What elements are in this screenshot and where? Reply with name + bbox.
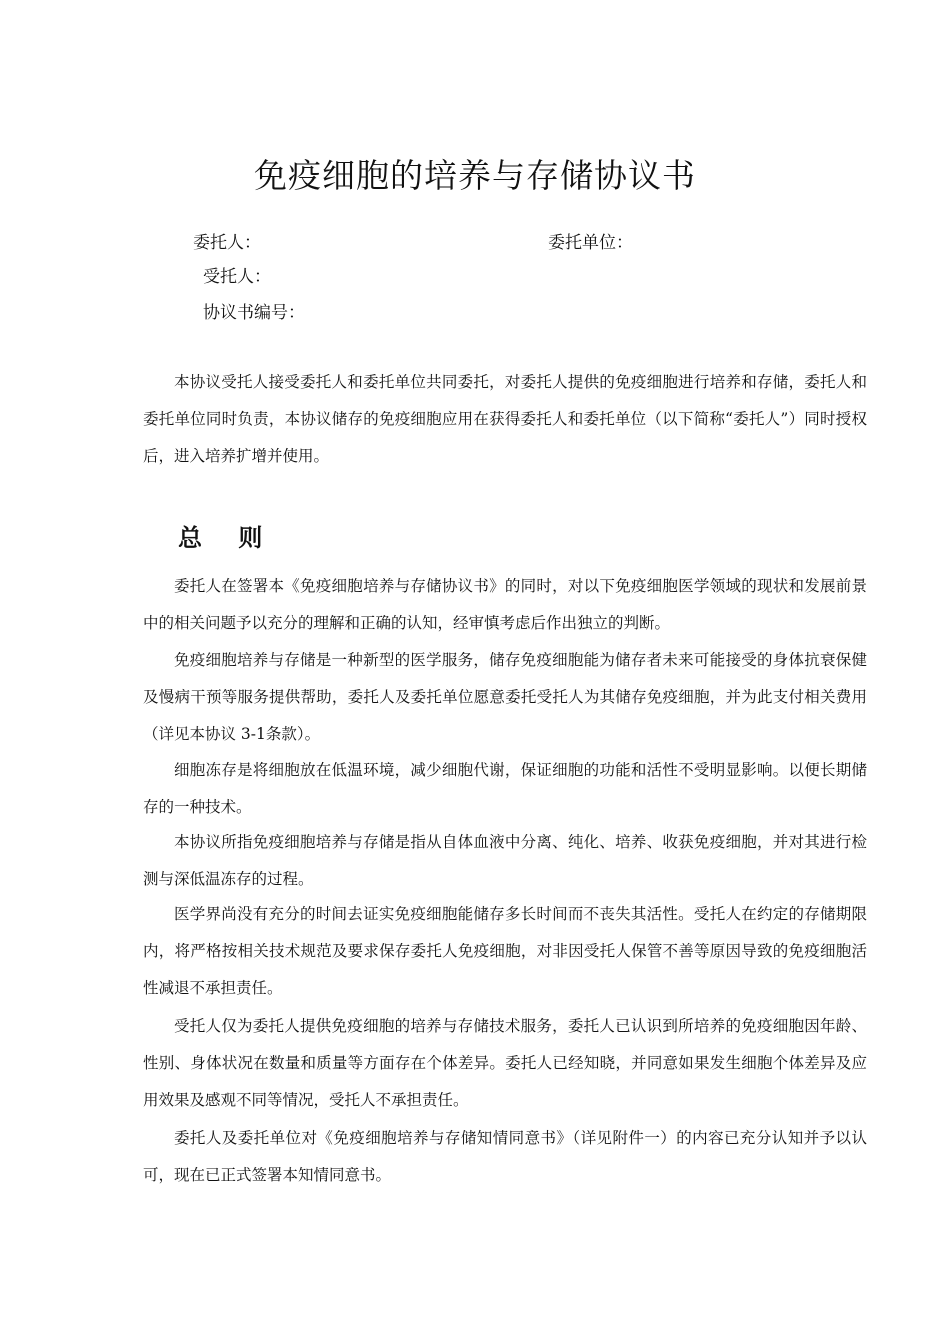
document-title: 免疫细胞的培养与存储协议书 (254, 156, 696, 196)
general-paragraph-5: 医学界尚没有充分的时间去证实免疫细胞能储存多长时间而不丧失其活性。受托人在约定的存储期限内，将严格按相关技术规范及要求保存委托人免疫细胞，对非因受托人保管不善等原因导致的免疫细胞活性减退不承担责任。 (143, 905, 867, 997)
general-paragraph-1: 委托人在签署本《免疫细胞培养与存储协议书》的同时，对以下免疫细胞医学领域的现状和发展前景中的相关问题予以充分的理解和正确的认知，经审慎考虑后作出独立的判断。 (143, 577, 867, 632)
general-paragraph-7: 委托人及委托单位对《免疫细胞培养与存储知情同意书》（详见附件一）的内容已充分认知并予以认可，现在已正式签署本知情同意书。 (143, 1129, 867, 1184)
general-paragraph-4: 本协议所指免疫细胞培养与存储是指从自体血液中分离、纯化、培养、收获免疫细胞，并对其进行检测与深低温冻存的过程。 (143, 833, 867, 888)
intro-paragraph: 本协议受托人接受委托人和委托单位共同委托，对委托人提供的免疫细胞进行培养和存储，委托人和委托单位同时负责，本协议储存的免疫细胞应用在获得委托人和委托单位（以下简称“委托人”）同时授权后，进入培养扩增并使用。 (143, 373, 867, 465)
agreement-number-label: 协议书编号： (203, 303, 305, 323)
client-label: 委托人： (193, 233, 261, 253)
general-paragraph-3: 细胞冻存是将细胞放在低温环境，减少细胞代谢，保证细胞的功能和活性不受明显影响。以便长期储存的一种技术。 (143, 761, 867, 816)
client-unit-label: 委托单位： (548, 233, 633, 253)
general-paragraph-6: 受托人仅为委托人提供免疫细胞的培养与存储技术服务，委托人已认识到所培养的免疫细胞因年龄、性别、身体状况在数量和质量等方面存在个体差异。委托人已经知晓，并同意如果发生细胞个体差异及应用效果及感观不同等情况，受托人不承担责任。 (143, 1017, 867, 1109)
trustee-label: 受托人： (203, 267, 271, 287)
general-paragraph-2: 免疫细胞培养与存储是一种新型的医学服务，储存免疫细胞能为储存者未来可能接受的身体抗衰保健及慢病干预等服务提供帮助，委托人及委托单位愿意委托受托人为其储存免疫细胞，并为此支付相关费用（详见本协议 3-1条款）。 (143, 651, 867, 743)
section-heading-general: 总 则 (178, 524, 277, 552)
